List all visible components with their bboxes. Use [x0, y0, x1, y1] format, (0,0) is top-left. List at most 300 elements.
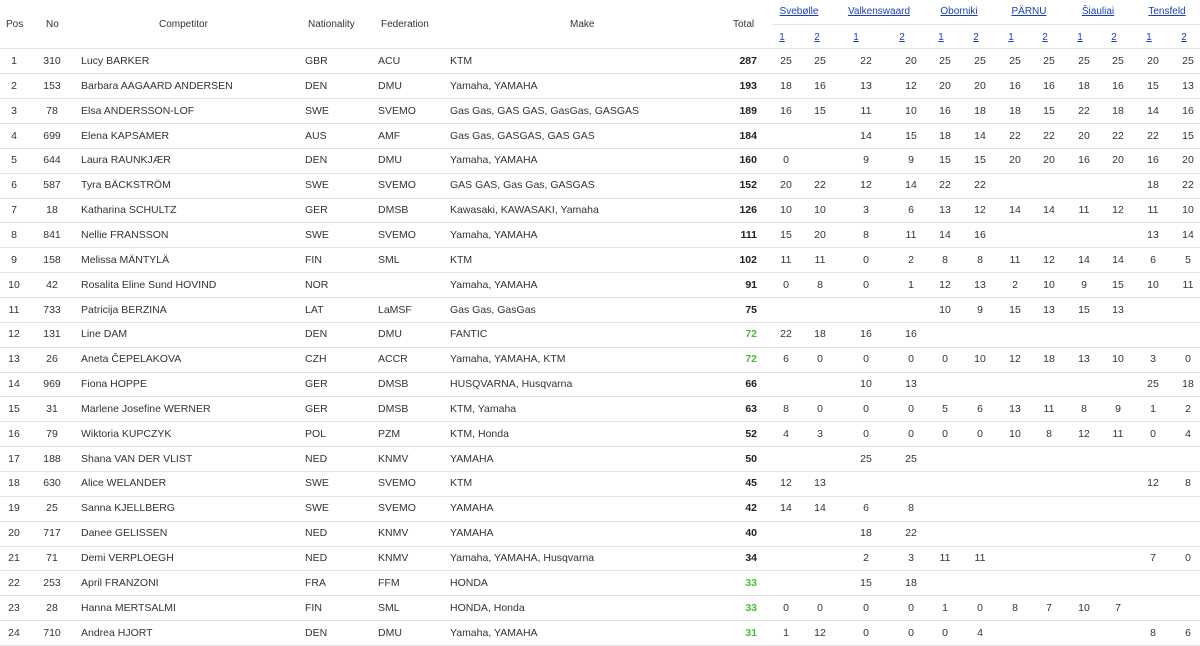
race-points: 18 [780, 79, 792, 92]
race-points: 25 [860, 452, 872, 465]
number-cell: 158 [43, 253, 61, 266]
race-points: 0 [908, 601, 914, 614]
federation-cell: DMU [378, 79, 402, 92]
table-row [0, 596, 1200, 621]
nationality-cell: SWE [305, 502, 329, 515]
make-cell: YAMAHA [450, 502, 494, 515]
total-points: 40 [745, 527, 757, 540]
number-cell: 644 [43, 154, 61, 167]
race-points: 20 [1078, 129, 1090, 142]
pos-cell: 16 [8, 427, 20, 440]
table-row [0, 322, 1200, 347]
number-cell: 79 [46, 427, 58, 440]
total-points: 126 [739, 204, 757, 217]
race-points: 0 [817, 601, 823, 614]
total-points: 42 [745, 502, 757, 515]
venue-0-link[interactable]: Svebølle [779, 6, 819, 17]
nationality-cell: GER [305, 402, 328, 415]
make-cell: KTM, Yamaha [450, 402, 517, 415]
race-points: 10 [1009, 427, 1021, 440]
table-row [0, 173, 1200, 198]
race-points: 18 [905, 576, 917, 589]
nationality-cell: SWE [305, 104, 329, 117]
table-row [0, 298, 1200, 323]
race-points: 3 [1150, 353, 1156, 366]
venue-3-round-2-link[interactable]: 2 [1042, 32, 1048, 43]
nationality-cell: POL [305, 427, 327, 440]
race-points: 13 [974, 278, 986, 291]
nationality-cell: SWE [305, 179, 329, 192]
federation-cell: DMSB [378, 204, 409, 217]
competitor-name: Andrea HJORT [81, 626, 153, 639]
race-points: 14 [1043, 204, 1055, 217]
race-points: 13 [1147, 228, 1159, 241]
venue-5-round-1-link[interactable]: 1 [1146, 32, 1152, 43]
race-points: 15 [1112, 278, 1124, 291]
venue-0-round-2-link[interactable]: 2 [814, 32, 820, 43]
federation-cell: KNMV [378, 452, 409, 465]
pos-cell: 23 [8, 601, 20, 614]
race-points: 7 [1046, 601, 1052, 614]
table-row [0, 546, 1200, 571]
number-cell: 153 [43, 79, 61, 92]
federation-cell: ACU [378, 55, 401, 67]
competitor-name: Elsa ANDERSSON-LOF [81, 104, 195, 117]
pos-cell: 15 [8, 402, 20, 415]
competitor-name: Demi VERPLOEGH [81, 552, 174, 564]
make-cell: Kawasaki, KAWASAKI, Yamaha [450, 204, 599, 217]
federation-cell: DMU [378, 154, 402, 167]
race-points: 11 [1112, 427, 1124, 440]
pos-cell: 4 [11, 129, 17, 142]
total-points: 34 [745, 552, 757, 564]
total-points: 66 [745, 378, 757, 391]
total-points: 63 [745, 402, 757, 415]
race-points: 9 [1081, 278, 1087, 291]
race-points: 25 [974, 55, 986, 67]
make-cell: GAS GAS, Gas Gas, GASGAS [450, 179, 595, 192]
total-points: 72 [745, 328, 757, 341]
competitor-name: Katharina SCHULTZ [81, 204, 177, 217]
number-cell: 25 [46, 502, 58, 515]
pos-cell: 6 [11, 179, 17, 192]
race-points: 12 [939, 278, 951, 291]
number-cell: 42 [46, 278, 58, 291]
race-points: 1 [908, 278, 914, 291]
race-points: 16 [780, 104, 792, 117]
competitor-name: Shana VAN DER VLIST [81, 452, 193, 465]
race-points: 0 [817, 353, 823, 366]
make-cell: KTM, Honda [450, 427, 509, 440]
race-points: 0 [908, 353, 914, 366]
federation-cell: FFM [378, 576, 400, 589]
race-points: 2 [1185, 402, 1191, 415]
race-points: 20 [1112, 154, 1124, 167]
race-points: 20 [974, 79, 986, 92]
race-points: 22 [974, 179, 986, 192]
race-points: 25 [1078, 55, 1090, 67]
number-cell: 26 [46, 353, 58, 366]
race-points: 10 [780, 204, 792, 217]
total-points: 45 [745, 477, 757, 490]
competitor-name: Laura RAUNKJÆR [81, 154, 171, 167]
race-points: 10 [1078, 601, 1090, 614]
table-row [0, 471, 1200, 496]
number-cell: 630 [43, 477, 61, 490]
race-points: 22 [1009, 129, 1021, 142]
number-cell: 31 [46, 402, 58, 415]
competitor-name: Hanna MERTSALMI [81, 601, 176, 614]
race-points: 22 [939, 179, 951, 192]
nationality-cell: DEN [305, 154, 328, 167]
table-row [0, 273, 1200, 298]
nationality-cell: SWE [305, 477, 329, 490]
race-points: 6 [1150, 253, 1156, 266]
race-points: 20 [1009, 154, 1021, 167]
race-points: 11 [1078, 204, 1090, 217]
nationality-cell: NED [305, 552, 328, 564]
pos-cell: 13 [8, 353, 20, 366]
total-points: 91 [745, 278, 757, 291]
race-points: 0 [908, 626, 914, 639]
race-points: 18 [1112, 104, 1124, 117]
race-points: 20 [814, 228, 826, 241]
race-points: 13 [905, 378, 917, 391]
race-points: 20 [939, 79, 951, 92]
race-points: 1 [942, 601, 948, 614]
race-points: 20 [905, 55, 917, 67]
table-row [0, 372, 1200, 397]
make-cell: HONDA, Honda [450, 601, 525, 614]
race-points: 11 [1182, 278, 1194, 291]
total-points: 52 [745, 427, 757, 440]
pos-cell: 20 [8, 527, 20, 540]
race-points: 22 [1147, 129, 1159, 142]
race-points: 14 [1147, 104, 1159, 117]
header-divider [772, 24, 1200, 25]
race-points: 12 [1009, 353, 1021, 366]
competitor-name: Aneta ČEPELAKOVA [81, 353, 182, 366]
venue-3-link[interactable]: PÄRNU [1011, 6, 1047, 17]
table-row [0, 422, 1200, 447]
nationality-cell: NOR [305, 278, 329, 291]
total-points: 31 [745, 626, 757, 639]
make-cell: KTM [450, 477, 473, 490]
race-points: 25 [780, 55, 792, 67]
race-points: 18 [974, 104, 986, 117]
nationality-cell: FRA [305, 576, 326, 589]
race-points: 25 [1147, 378, 1159, 391]
race-points: 3 [817, 427, 823, 440]
venue-4-round-1-link[interactable]: 1 [1077, 32, 1083, 43]
venue-2-round-1-link[interactable]: 1 [938, 32, 944, 43]
race-points: 11 [1009, 253, 1021, 266]
table-row [0, 148, 1200, 173]
race-points: 12 [1147, 477, 1159, 490]
federation-cell: DMU [378, 626, 402, 639]
total-points: 184 [739, 129, 757, 142]
venue-2-link[interactable]: Oborniki [940, 6, 978, 17]
race-points: 16 [860, 328, 872, 341]
header-no: No [46, 19, 59, 30]
federation-cell: SML [378, 601, 400, 614]
race-points: 8 [1046, 427, 1052, 440]
pos-cell: 3 [11, 104, 17, 117]
table-row [0, 74, 1200, 99]
pos-cell: 22 [8, 576, 20, 589]
nationality-cell: GER [305, 204, 328, 217]
competitor-name: Nellie FRANSSON [81, 228, 169, 241]
total-points: 160 [739, 154, 757, 167]
venue-4-round-2-link[interactable]: 2 [1111, 32, 1117, 43]
total-points: 33 [745, 601, 757, 614]
race-points: 18 [814, 328, 826, 341]
race-points: 16 [939, 104, 951, 117]
race-points: 10 [974, 353, 986, 366]
race-points: 4 [1185, 427, 1191, 440]
race-points: 10 [905, 104, 917, 117]
race-points: 12 [1112, 204, 1124, 217]
competitor-name: Elena KAPSAMER [81, 129, 170, 142]
venue-3-round-1-link[interactable]: 1 [1008, 32, 1014, 43]
race-points: 16 [1078, 154, 1090, 167]
table-row [0, 397, 1200, 422]
number-cell: 733 [43, 303, 61, 316]
race-points: 2 [908, 253, 914, 266]
pos-cell: 19 [8, 502, 20, 515]
race-points: 10 [814, 204, 826, 217]
race-points: 12 [974, 204, 986, 217]
race-points: 12 [905, 79, 917, 92]
race-points: 0 [863, 601, 869, 614]
federation-cell: KNMV [378, 527, 409, 540]
race-points: 0 [1185, 353, 1191, 366]
race-points: 0 [1150, 427, 1156, 440]
total-points: 72 [745, 353, 757, 366]
nationality-cell: DEN [305, 626, 328, 639]
number-cell: 841 [43, 228, 61, 241]
federation-cell: AMF [378, 129, 401, 142]
pos-cell: 21 [8, 552, 20, 564]
race-points: 0 [783, 154, 789, 167]
nationality-cell: DEN [305, 328, 328, 341]
race-points: 0 [942, 626, 948, 639]
header-pos: Pos [6, 19, 24, 30]
race-points: 0 [863, 353, 869, 366]
race-points: 9 [863, 154, 869, 167]
nationality-cell: NED [305, 452, 328, 465]
table-row [0, 521, 1200, 546]
race-points: 22 [780, 328, 792, 341]
race-points: 11 [905, 228, 917, 241]
pos-cell: 17 [8, 452, 20, 465]
make-cell: YAMAHA [450, 527, 494, 540]
race-points: 0 [977, 601, 983, 614]
race-points: 16 [1043, 79, 1055, 92]
race-points: 13 [1078, 353, 1090, 366]
competitor-name: Wiktoria KUPCZYK [81, 427, 172, 440]
race-points: 0 [863, 402, 869, 415]
make-cell: Gas Gas, GasGas [450, 303, 536, 316]
race-points: 20 [1147, 55, 1159, 67]
competitor-name: Danee GELISSEN [81, 527, 168, 540]
total-points: 102 [739, 253, 757, 266]
race-points: 13 [814, 477, 826, 490]
race-points: 13 [1112, 303, 1124, 316]
number-cell: 188 [43, 452, 61, 465]
race-points: 0 [863, 626, 869, 639]
header-federation: Federation [381, 19, 429, 30]
race-points: 2 [863, 552, 869, 564]
table-row [0, 49, 1200, 74]
number-cell: 969 [43, 378, 61, 391]
race-points: 8 [908, 502, 914, 515]
pos-cell: 7 [11, 204, 17, 217]
number-cell: 253 [43, 576, 61, 589]
race-points: 16 [1009, 79, 1021, 92]
race-points: 20 [780, 179, 792, 192]
competitor-name: Fiona HOPPE [81, 378, 147, 391]
race-points: 22 [860, 55, 872, 67]
race-points: 25 [905, 452, 917, 465]
race-points: 16 [974, 228, 986, 241]
race-points: 14 [905, 179, 917, 192]
competitor-name: Sanna KJELLBERG [81, 502, 175, 515]
race-points: 12 [1043, 253, 1055, 266]
race-points: 0 [942, 353, 948, 366]
competitor-name: Line DAM [81, 328, 128, 341]
race-points: 12 [860, 179, 872, 192]
table-row [0, 571, 1200, 596]
pos-cell: 8 [11, 228, 17, 241]
race-points: 14 [1182, 228, 1194, 241]
race-points: 22 [814, 179, 826, 192]
race-points: 18 [1043, 353, 1055, 366]
race-points: 18 [1182, 378, 1194, 391]
pos-cell: 12 [8, 328, 20, 341]
number-cell: 18 [46, 204, 58, 217]
race-points: 12 [814, 626, 826, 639]
table-row [0, 248, 1200, 273]
make-cell: Gas Gas, GASGAS, GAS GAS [450, 129, 595, 142]
table-row [0, 347, 1200, 372]
race-points: 10 [939, 303, 951, 316]
race-points: 0 [783, 278, 789, 291]
race-points: 14 [814, 502, 826, 515]
competitor-name: Melissa MÄNTYLÄ [81, 253, 170, 266]
race-points: 4 [977, 626, 983, 639]
race-points: 11 [939, 552, 951, 564]
race-points: 25 [1043, 55, 1055, 67]
race-points: 15 [1009, 303, 1021, 316]
header-total: Total [733, 19, 755, 30]
competitor-name: Marlene Josefine WERNER [81, 402, 211, 415]
race-points: 0 [908, 402, 914, 415]
race-points: 3 [908, 552, 914, 564]
venue-5-round-2-link[interactable]: 2 [1181, 32, 1187, 43]
make-cell: Yamaha, YAMAHA [450, 278, 538, 291]
race-points: 18 [1078, 79, 1090, 92]
race-points: 8 [942, 253, 948, 266]
race-points: 9 [977, 303, 983, 316]
federation-cell: SVEMO [378, 502, 416, 515]
race-points: 13 [1182, 79, 1194, 92]
make-cell: HUSQVARNA, Husqvarna [450, 378, 573, 391]
venue-1-round-1-link[interactable]: 1 [853, 32, 859, 43]
race-points: 15 [939, 154, 951, 167]
nationality-cell: FIN [305, 601, 322, 614]
race-points: 16 [1182, 104, 1194, 117]
competitor-name: Alice WELANDER [81, 477, 167, 490]
total-points: 287 [739, 55, 757, 67]
venue-4-link[interactable]: Šiauliai [1081, 6, 1115, 17]
nationality-cell: LAT [305, 303, 324, 316]
race-points: 0 [863, 278, 869, 291]
make-cell: Yamaha, YAMAHA, KTM [450, 353, 566, 366]
federation-cell: ACCR [378, 353, 408, 366]
total-points: 111 [740, 228, 757, 241]
number-cell: 131 [43, 328, 61, 341]
race-points: 8 [817, 278, 823, 291]
race-points: 0 [863, 427, 869, 440]
federation-cell: SVEMO [378, 104, 416, 117]
venue-1-round-2-link[interactable]: 2 [899, 32, 905, 43]
venue-5-link[interactable]: Tensfeld [1148, 6, 1186, 17]
race-points: 25 [939, 55, 951, 67]
race-points: 0 [1185, 552, 1191, 564]
federation-cell: SML [378, 253, 400, 266]
number-cell: 699 [43, 129, 61, 142]
race-points: 25 [1009, 55, 1021, 67]
race-points: 22 [1182, 179, 1194, 192]
race-points: 11 [814, 253, 826, 266]
federation-cell: DMSB [378, 402, 409, 415]
race-points: 0 [977, 427, 983, 440]
race-points: 14 [1112, 253, 1124, 266]
competitor-name: Rosalita Eline Sund HOVIND [81, 278, 217, 291]
race-points: 8 [863, 228, 869, 241]
race-points: 2 [1012, 278, 1018, 291]
race-points: 11 [1043, 402, 1055, 415]
pos-cell: 10 [8, 278, 20, 291]
competitor-name: Tyra BÄCKSTRÖM [81, 179, 171, 192]
race-points: 25 [1112, 55, 1124, 67]
make-cell: Yamaha, YAMAHA, Husqvarna [450, 552, 595, 564]
race-points: 22 [1078, 104, 1090, 117]
total-points: 50 [745, 452, 757, 465]
competitor-name: Patricija BERZINA [81, 303, 167, 316]
make-cell: KTM [450, 253, 473, 266]
race-points: 14 [939, 228, 951, 241]
race-points: 8 [1081, 402, 1087, 415]
make-cell: Yamaha, YAMAHA [450, 228, 538, 241]
pos-cell: 24 [8, 626, 20, 639]
pos-cell: 9 [11, 253, 17, 266]
pos-cell: 5 [11, 154, 17, 167]
number-cell: 710 [43, 626, 61, 639]
race-points: 6 [908, 204, 914, 217]
venue-2-round-2-link[interactable]: 2 [973, 32, 979, 43]
race-points: 14 [860, 129, 872, 142]
race-points: 15 [1182, 129, 1194, 142]
race-points: 8 [977, 253, 983, 266]
number-cell: 310 [43, 55, 61, 67]
nationality-cell: AUS [305, 129, 327, 142]
venue-1-link[interactable]: Valkenswaard [847, 6, 911, 17]
race-points: 1 [1150, 402, 1156, 415]
total-points: 152 [739, 179, 757, 192]
venue-0-round-1-link[interactable]: 1 [779, 32, 785, 43]
